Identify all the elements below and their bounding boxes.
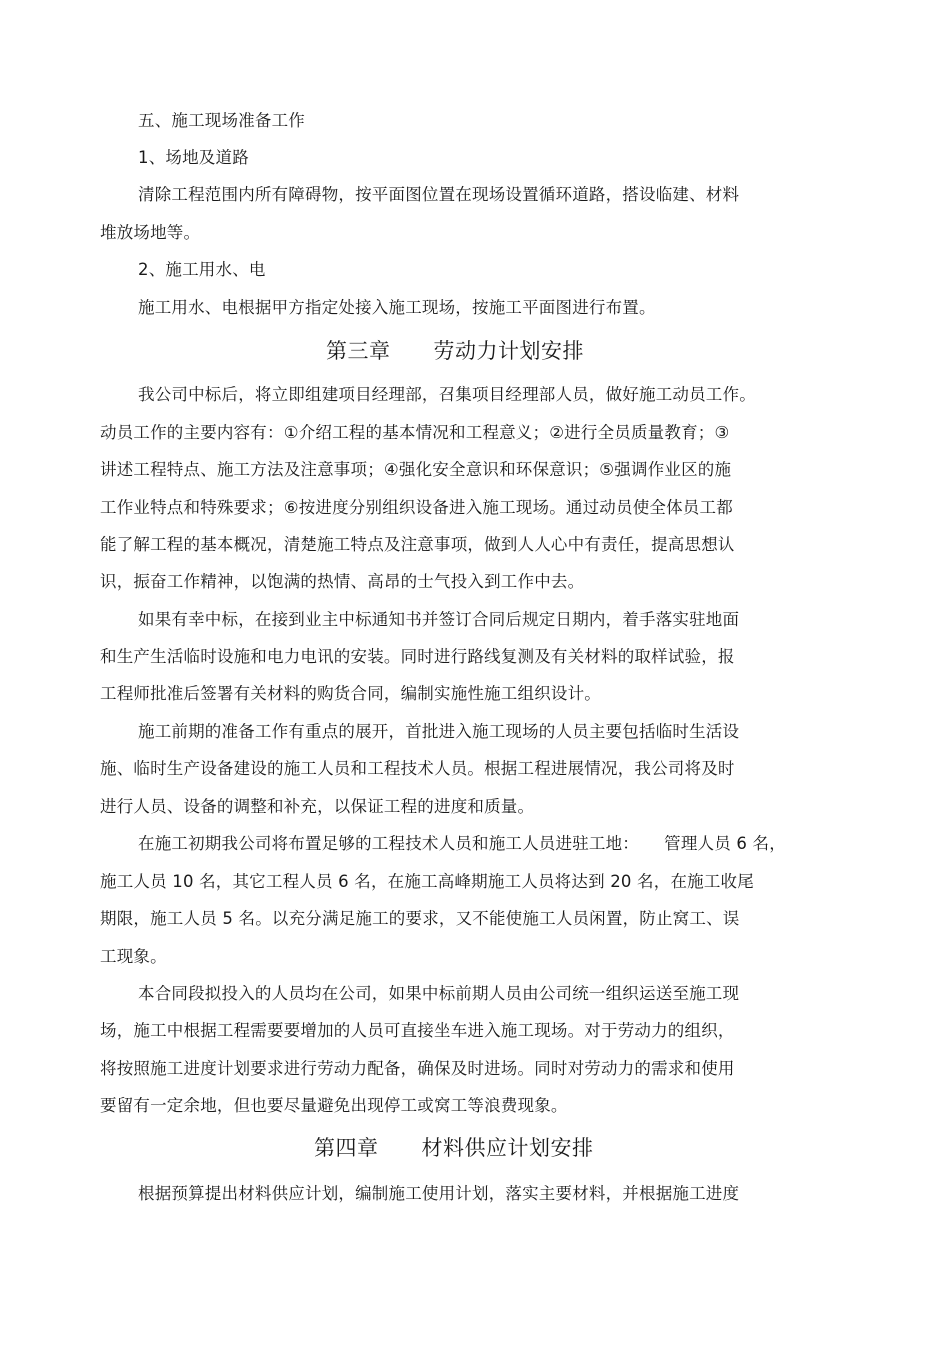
- paragraph-line: 要留有一定余地，但也要尽量避免出现停工或窝工等浪费现象。: [100, 1096, 568, 1115]
- paragraph-line: 如果有幸中标，在接到业主中标通知书并签订合同后规定日期内，着手落实驻地面: [138, 610, 740, 629]
- paragraph-line: 施工人员 10 名，其它工程人员 6 名，在施工高峰期施工人员将达到 20 名，在施工收尾: [100, 872, 754, 891]
- paragraph-line: 施工用水、电根据甲方指定处接入施工现场，按施工平面图进行布置。: [138, 298, 656, 317]
- paragraph-line: 施、临时生产设备建设的施工人员和工程技术人员。根据工程进展情况，我公司将及时: [100, 759, 735, 778]
- paragraph-line: 清除工程范围内所有障碍物，按平面图位置在现场设置循环道路，搭设临建、材料: [138, 185, 740, 204]
- section-title: 五、施工现场准备工作: [138, 111, 305, 130]
- chapter-heading: 第四章 材料供应计划安排: [314, 1136, 594, 1160]
- subsection-title: 2、施工用水、电: [138, 260, 266, 279]
- paragraph-line: 根据预算提出材料供应计划，编制施工使用计划，落实主要材料，并根据施工进度: [138, 1184, 740, 1203]
- paragraph-line: 期限，施工人员 5 名。以充分满足施工的要求，又不能使施工人员闲置，防止窝工、误: [100, 909, 740, 928]
- paragraph-line: 我公司中标后，将立即组建项目经理部，召集项目经理部人员，做好施工动员工作。: [138, 385, 756, 404]
- paragraph-line: 工现象。: [100, 947, 167, 966]
- paragraph-line: 动员工作的主要内容有：①介绍工程的基本情况和工程意义；②进行全员质量教育；③: [100, 423, 730, 442]
- paragraph-line: 识，振奋工作精神，以饱满的热情、高昂的士气投入到工作中去。: [100, 572, 585, 591]
- paragraph-line: 场，施工中根据工程需要要增加的人员可直接坐车进入施工现场。对于劳动力的组织，: [100, 1021, 735, 1040]
- paragraph-line: 将按照施工进度计划要求进行劳动力配备，确保及时进场。同时对劳动力的需求和使用: [100, 1059, 735, 1078]
- paragraph-line: 工程师批准后签署有关材料的购货合同，编制实施性施工组织设计。: [100, 684, 601, 703]
- paragraph-line: 和生产生活临时设施和电力电讯的安装。同时进行路线复测及有关材料的取样试验，报: [100, 647, 735, 666]
- paragraph-line: 讲述工程特点、施工方法及注意事项；④强化安全意识和环保意识；⑤强调作业区的施: [100, 460, 732, 479]
- paragraph-line: 本合同段拟投入的人员均在公司，如果中标前期人员由公司统一组织运送至施工现: [138, 984, 740, 1003]
- chapter-heading: 第三章 劳动力计划安排: [326, 339, 584, 363]
- paragraph-line: 能了解工程的基本概况，清楚施工特点及注意事项，做到人人心中有责任，提高思想认: [100, 535, 735, 554]
- paragraph-line: 进行人员、设备的调整和补充，以保证工程的进度和质量。: [100, 797, 535, 816]
- paragraph-line: 施工前期的准备工作有重点的展开，首批进入施工现场的人员主要包括临时生活设: [138, 722, 740, 741]
- paragraph-line: 工作业特点和特殊要求；⑥按进度分别组织设备进入施工现场。通过动员使全体员工都: [100, 498, 733, 517]
- paragraph-line: 在施工初期我公司将布置足够的工程技术人员和施工人员进驻工地： 管理人员 6 名，: [138, 834, 786, 853]
- subsection-title: 1、场地及道路: [138, 148, 249, 167]
- paragraph-line: 堆放场地等。: [100, 223, 201, 242]
